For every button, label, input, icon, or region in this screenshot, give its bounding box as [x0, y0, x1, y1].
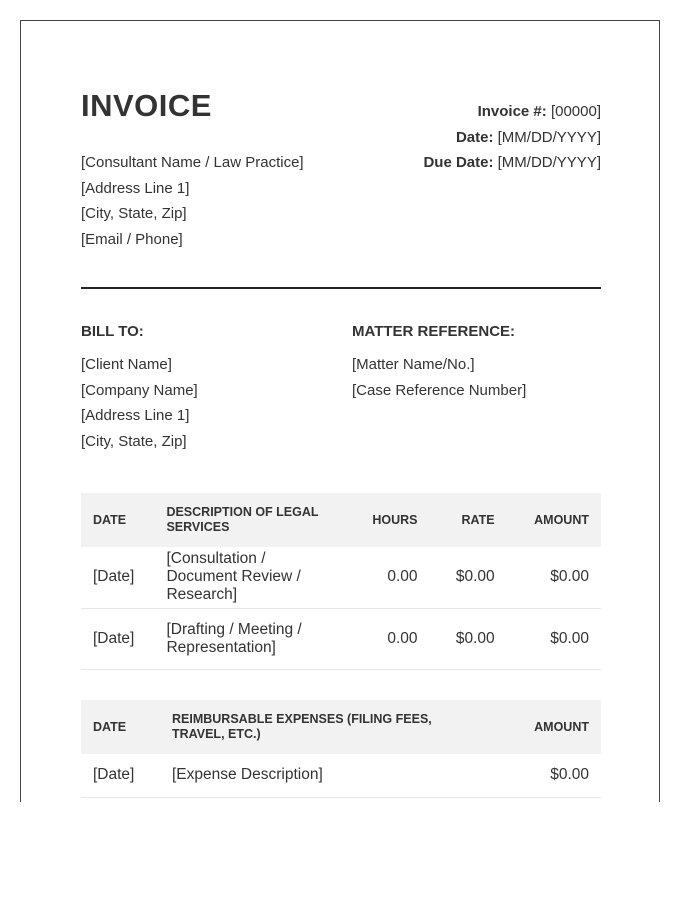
consultant-info: [81, 150, 304, 252]
service-rate: $0.00: [430, 608, 507, 669]
expenses-table: [81, 700, 601, 798]
service-description: [Drafting / Meeting / Representation]: [154, 608, 350, 669]
service-amount: $0.00: [507, 547, 601, 608]
expense-amount: $0.00: [496, 754, 601, 797]
expenses-header-row: [81, 700, 601, 754]
service-date: [Date]: [81, 547, 154, 608]
services-table: [81, 493, 601, 670]
invoice-number-row: [423, 99, 601, 125]
service-description: [Consultation / Document Review / Research]: [154, 547, 350, 608]
bill-to-heading: BILL TO:: [81, 323, 144, 340]
service-hours: 0.00: [350, 608, 429, 669]
invoice-title: INVOICE: [81, 88, 212, 123]
matter-reference-section: [352, 322, 526, 403]
client-address-line-1: [Address Line 1]: [81, 407, 190, 424]
service-date: [Date]: [81, 608, 154, 669]
header-divider: [81, 287, 601, 289]
bill-to-section: [81, 322, 198, 454]
invoice-meta: [423, 99, 601, 176]
expenses-col-description: REIMBURSABLE EXPENSES (FILING FEES, TRAVEL, ETC.): [160, 700, 496, 754]
table-row: [81, 754, 601, 797]
invoice-number-value: [00000]: [550, 103, 601, 120]
services-col-hours: HOURS: [350, 493, 429, 547]
matter-reference-heading: MATTER REFERENCE:: [352, 323, 516, 340]
services-col-rate: RATE: [430, 493, 507, 547]
invoice-date-value: [MM/DD/YYYY]: [497, 128, 601, 146]
consultant-name: [Consultant Name / Law Practice]: [81, 154, 304, 171]
consultant-city-state-zip: [City, State, Zip]: [81, 205, 187, 222]
service-rate: $0.00: [430, 547, 507, 608]
services-col-amount: AMOUNT: [507, 493, 601, 547]
expenses-col-amount: AMOUNT: [496, 700, 601, 754]
service-amount: $0.00: [507, 608, 601, 669]
invoice-date-label: Date:: [455, 128, 494, 146]
invoice-number-label: Invoice #:: [477, 103, 547, 120]
expenses-col-date: DATE: [81, 700, 160, 754]
matter-name: [Matter Name/No.]: [352, 356, 475, 373]
expense-date: [Date]: [81, 754, 160, 797]
due-date-row: [423, 150, 601, 176]
company-name: [Company Name]: [81, 381, 198, 399]
expense-description: [Expense Description]: [160, 754, 496, 797]
service-hours: 0.00: [350, 547, 429, 608]
consultant-email-phone: [Email / Phone]: [81, 230, 183, 248]
invoice-page: [20, 20, 660, 802]
services-header-row: [81, 493, 601, 547]
client-name: [Client Name]: [81, 356, 172, 373]
services-col-date: DATE: [81, 493, 154, 547]
due-date-value: [MM/DD/YYYY]: [497, 154, 601, 171]
consultant-address-line-1: [Address Line 1]: [81, 179, 190, 197]
due-date-label: Due Date:: [423, 154, 494, 171]
client-city-state-zip: [City, State, Zip]: [81, 432, 187, 450]
services-col-description: DESCRIPTION OF LEGAL SERVICES: [154, 493, 350, 547]
table-row: [81, 547, 601, 608]
case-reference-number: [Case Reference Number]: [352, 381, 527, 399]
invoice-date-row: [423, 125, 601, 151]
table-row: [81, 608, 601, 669]
